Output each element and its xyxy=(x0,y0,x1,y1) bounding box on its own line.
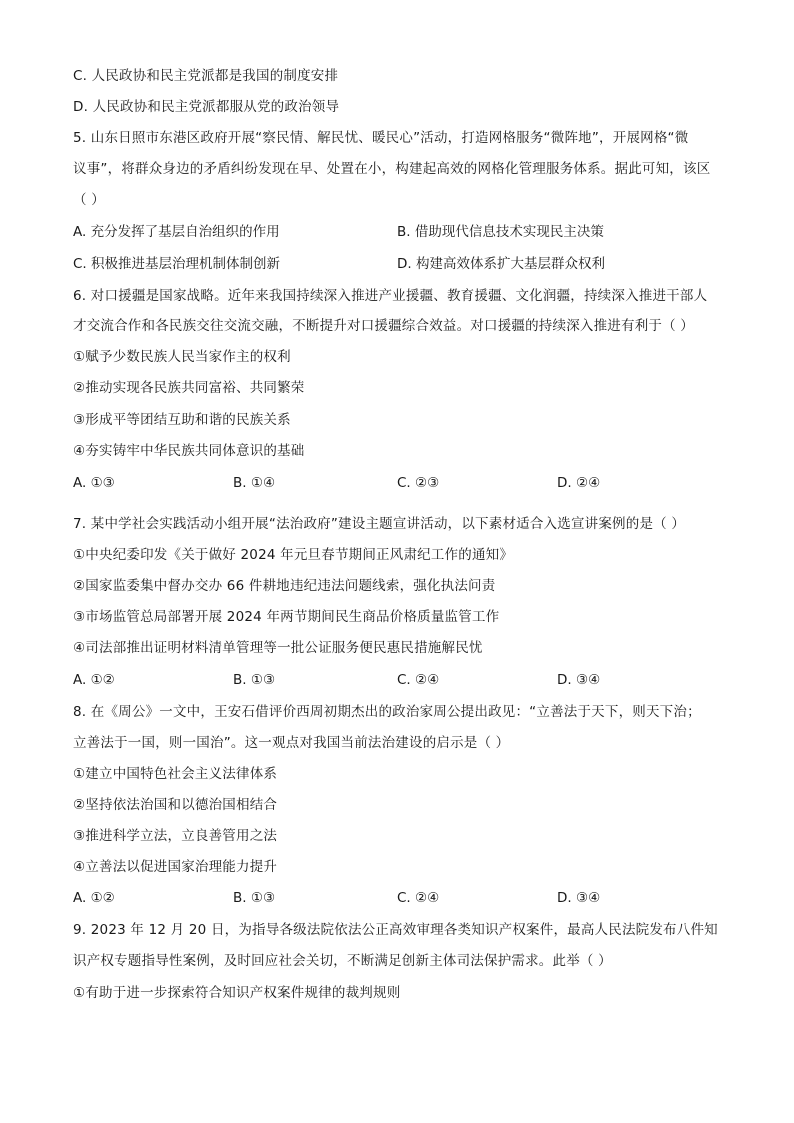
q8-statement-2: ②坚持依法治国和以德治国相结合 xyxy=(73,797,278,813)
q7-stem-line-1: 7. 某中学社会实践活动小组开展“法治政府”建设主题宣讲活动，以下素材适合入选宣讲案例的是（ ） xyxy=(73,516,686,532)
q8-statement-1: ①建立中国特色社会主义法律体系 xyxy=(73,766,278,782)
q7-statement-2: ②国家监委集中督办交办 66 件耕地违纪违法问题线索，强化执法问责 xyxy=(73,578,496,594)
q7-statement-1: ①中央纪委印发《关于做好 2024 年元旦春节期间正风肃纪工作的通知》 xyxy=(73,547,514,563)
q6-option-b: B. ①④ xyxy=(233,475,276,491)
q7-option-c: C. ②④ xyxy=(397,672,440,688)
q7-statement-4: ④司法部推出证明材料清单管理等一批公证服务便民惠民措施解民忧 xyxy=(73,640,483,656)
q6-option-d: D. ②④ xyxy=(557,475,601,491)
q8-statement-3: ③推进科学立法，立良善管用之法 xyxy=(73,828,278,844)
q7-option-d: D. ③④ xyxy=(557,672,601,688)
q5-answer-blank: （ ） xyxy=(73,192,105,208)
q8-option-a: A. ①② xyxy=(73,890,115,906)
q8-stem-line-2: 立善法于一国，则一国治”。这一观点对我国当前法治建设的启示是（ ） xyxy=(73,735,510,751)
q5-option-c: C. 积极推进基层治理机制体制创新 xyxy=(73,256,281,272)
q5-option-b: B. 借助现代信息技术实现民主决策 xyxy=(397,224,604,240)
q6-option-c: C. ②③ xyxy=(397,475,440,491)
q5-option-a: A. 充分发挥了基层自治组织的作用 xyxy=(73,224,280,240)
q5-stem-line-2: 议事”，将群众身边的矛盾纠纷发现在早、处置在小，构建起高效的网格化管理服务体系。据此可知，该区 xyxy=(73,161,711,177)
q8-option-d: D. ③④ xyxy=(557,890,601,906)
q6-statement-3: ③形成平等团结互助和谐的民族关系 xyxy=(73,412,291,428)
q6-stem-line-1: 6. 对口援疆是国家战略。近年来我国持续深入推进产业援疆、教育援疆、文化润疆，持续深入推进干部人 xyxy=(73,288,708,304)
q5-stem-line-1: 5. 山东日照市东港区政府开展“察民情、解民忧、暖民心”活动，打造网格服务“微阵地”，开展网格“微 xyxy=(73,130,689,146)
q6-stem-line-2: 才交流合作和各民族交往交流交融，不断提升对口援疆综合效益。对口援疆的持续深入推进有利于（ ） xyxy=(73,318,694,334)
q4-option-d: D. 人民政协和民主党派都服从党的政治领导 xyxy=(73,99,340,115)
q7-option-a: A. ①② xyxy=(73,672,115,688)
q5-option-d: D. 构建高效体系扩大基层群众权利 xyxy=(397,256,605,272)
q8-statement-4: ④立善法以促进国家治理能力提升 xyxy=(73,859,278,875)
q8-stem-line-1: 8. 在《周公》一文中，王安石借评价西周初期杰出的政治家周公提出政见：“立善法于天下，则天下治； xyxy=(73,704,701,720)
q8-option-c: C. ②④ xyxy=(397,890,440,906)
q9-statement-1: ①有助于进一步探索符合知识产权案件规律的裁判规则 xyxy=(73,985,401,1001)
q6-option-a: A. ①③ xyxy=(73,475,115,491)
q6-statement-4: ④夯实铸牢中华民族共同体意识的基础 xyxy=(73,443,305,459)
q9-stem-line-1: 9. 2023 年 12 月 20 日，为指导各级法院依法公正高效审理各类知识产权案件，最高人民法院发布八件知 xyxy=(73,922,718,938)
q7-statement-3: ③市场监管总局部署开展 2024 年两节期间民生商品价格质量监管工作 xyxy=(73,609,500,625)
q7-option-b: B. ①③ xyxy=(233,672,276,688)
q6-statement-1: ①赋予少数民族人民当家作主的权利 xyxy=(73,349,291,365)
q6-statement-2: ②推动实现各民族共同富裕、共同繁荣 xyxy=(73,380,305,396)
q4-option-c: C. 人民政协和民主党派都是我国的制度安排 xyxy=(73,68,339,84)
q9-stem-line-2: 识产权专题指导性案例，及时回应社会关切，不断满足创新主体司法保护需求。此举（ ） xyxy=(73,953,612,969)
q8-option-b: B. ①③ xyxy=(233,890,276,906)
